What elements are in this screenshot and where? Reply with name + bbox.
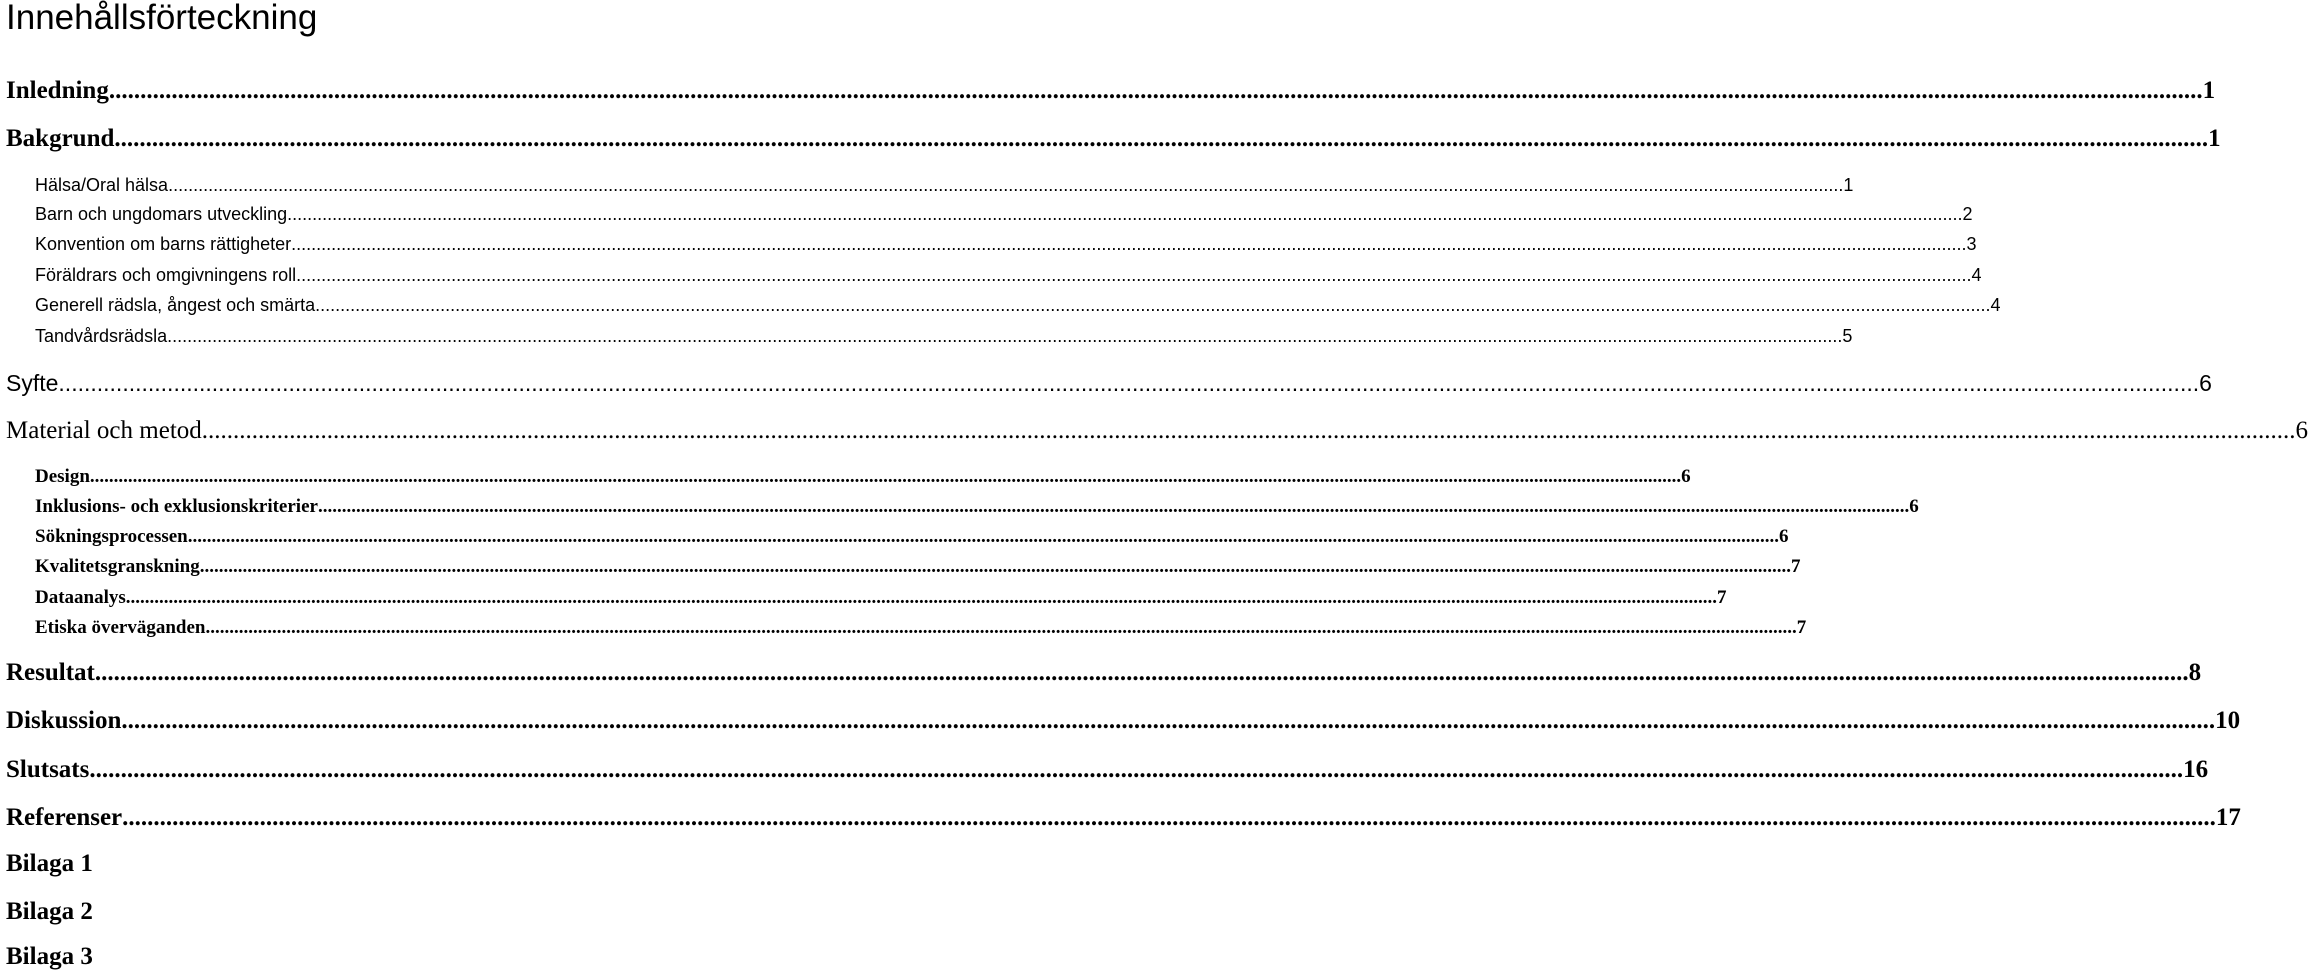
dot-leader [315, 294, 1990, 316]
toc-page-number: 3 [1966, 234, 1977, 254]
toc-page-number: 1 [1843, 175, 1854, 195]
page-title: Innehållsförteckning [6, 0, 318, 37]
toc-entry-label: Sökningsprocessen [35, 526, 188, 547]
toc-page-number: 17 [2215, 804, 2241, 831]
dot-leader [296, 264, 1971, 286]
dot-leader [188, 526, 1779, 548]
dot-leader [202, 416, 2296, 446]
toc-page-number: 7 [1796, 617, 1807, 638]
toc-entry-barn-och-ungdomars-utveckling[interactable] [35, 203, 1973, 225]
toc-entry-kvalitetsgranskning[interactable] [35, 556, 1801, 578]
dot-leader [90, 466, 1681, 488]
dot-leader [168, 174, 1843, 196]
toc-entry-diskussion[interactable] [6, 706, 2241, 736]
dot-leader [109, 76, 2203, 106]
toc-page-number: 4 [1971, 265, 1982, 285]
dot-leader [114, 124, 2208, 154]
toc-page-number: 10 [2215, 707, 2241, 734]
toc-page-number: 1 [2202, 77, 2216, 104]
toc-entry-sokningsprocessen[interactable] [35, 526, 1789, 548]
toc-entry-referenser[interactable] [6, 803, 2241, 833]
dot-leader [121, 706, 2215, 736]
toc-entry-label: Barn och ungdomars utveckling [35, 204, 288, 224]
toc-entry-label: Slutsats [6, 756, 90, 783]
toc-page-number: 6 [1681, 466, 1691, 487]
toc-entry-etiska-overvaganden[interactable] [35, 617, 1807, 639]
toc-page-number: 6 [1909, 496, 1919, 517]
toc-page-number: 7 [1717, 587, 1727, 608]
toc-entry-halsa-oral-halsa[interactable] [35, 174, 1854, 196]
toc-entry-inledning[interactable] [6, 76, 2216, 106]
toc-page-number: 2 [1962, 204, 1973, 224]
toc-entry-dataanalys[interactable] [35, 587, 1727, 609]
toc-entry-generell-radsla[interactable] [35, 294, 2001, 316]
dot-leader [89, 755, 2183, 785]
toc-entry-label: Referenser [6, 804, 123, 831]
toc-entry-design[interactable] [35, 466, 1691, 488]
toc-entry-label: Tandvårdsrädsla [35, 326, 168, 346]
toc-page-number: 7 [1790, 556, 1801, 577]
toc-entry-label: Design [35, 466, 90, 487]
toc-entry-label: Etiska överväganden [35, 617, 206, 638]
toc-entry-label: Material och metod [6, 417, 202, 444]
toc-entry-konvention-om-barns-rattigheter[interactable] [35, 233, 1977, 255]
toc-page-number: 8 [2188, 659, 2202, 686]
dot-leader [318, 496, 1909, 518]
toc-page-number: 6 [2295, 417, 2308, 444]
dot-leader [58, 369, 2199, 397]
toc-entry-label: Diskussion [6, 707, 122, 734]
toc-entry-material-och-metod[interactable] [6, 416, 2308, 446]
toc-entry-label: Syfte [6, 370, 59, 396]
dot-leader [200, 556, 1791, 578]
toc-entry-label: Konvention om barns rättigheter [35, 234, 292, 254]
appendix-3[interactable]: Bilaga 3 [6, 943, 93, 970]
toc-entry-label: Inklusions- och exklusionskriterier [35, 496, 318, 517]
dot-leader [287, 203, 1962, 225]
toc-page-number: 4 [1990, 295, 2001, 315]
toc-page-number: 5 [1842, 326, 1853, 346]
dot-leader [167, 325, 1842, 347]
dot-leader [206, 617, 1797, 639]
toc-entry-foraldrars-och-omgivningens-roll[interactable] [35, 264, 1982, 286]
dot-leader [126, 587, 1717, 609]
toc-entry-inklusions-och-exklusionskriterier[interactable] [35, 496, 1919, 518]
dot-leader [122, 803, 2216, 833]
toc-entry-label: Kvalitetsgranskning [35, 556, 200, 577]
toc-page-number: 16 [2183, 756, 2209, 783]
toc-entry-bakgrund[interactable] [6, 124, 2221, 154]
toc-page-number: 1 [2208, 125, 2221, 152]
toc-entry-label: Hälsa/Oral hälsa [35, 175, 169, 195]
appendix-1[interactable]: Bilaga 1 [6, 850, 93, 877]
toc-page-number: 6 [2199, 370, 2212, 396]
toc-entry-label: Bakgrund [6, 125, 115, 152]
toc-entry-label: Generell rädsla, ångest och smärta [35, 295, 316, 315]
toc-entry-label: Resultat [6, 659, 95, 686]
dot-leader [95, 658, 2189, 688]
toc-entry-slutsats[interactable] [6, 755, 2209, 785]
toc-entry-label: Dataanalys [35, 587, 126, 608]
dot-leader [291, 233, 1966, 255]
toc-entry-resultat[interactable] [6, 658, 2202, 688]
toc-entry-label: Föräldrars och omgivningens roll [35, 265, 297, 285]
toc-entry-label: Inledning [6, 77, 109, 104]
toc-entry-syfte[interactable] [6, 369, 2212, 397]
toc-page-number: 6 [1779, 526, 1789, 547]
appendix-2[interactable]: Bilaga 2 [6, 898, 93, 925]
toc-entry-tandvardsradsla[interactable] [35, 325, 1853, 347]
